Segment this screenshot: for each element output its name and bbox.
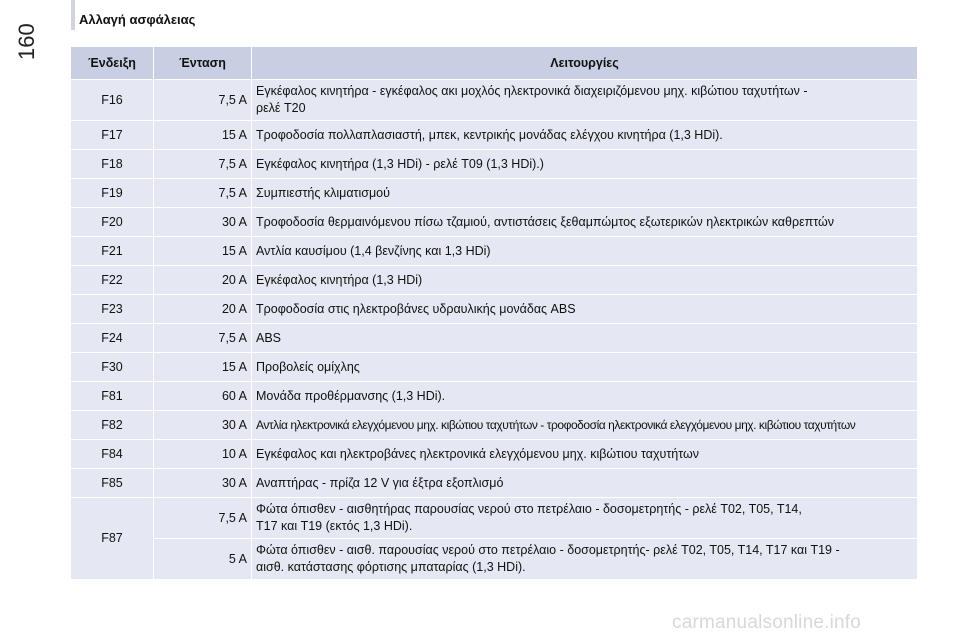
fuse-amperage: 15 A: [154, 121, 252, 150]
fuse-functions-line: Φώτα όπισθεν - αισθητήρας παρουσίας νερού στο πετρέλαιο - δοσομετρητής - ρελέ T02, T05, T14,: [256, 502, 802, 516]
fuse-amperage: 7,5 A: [154, 80, 252, 121]
fuse-functions-line: Φώτα όπισθεν - αισθ. παρουσίας νερού στο πετρέλαιο - δοσομετρητής- ρελέ T02, T05, T14, T17 και T19 -: [256, 543, 840, 557]
fuse-amperage: 7,5 A: [154, 324, 252, 353]
fuse-functions: Τροφοδοσία θερμαινόμενου πίσω τζαμιού, αντιστάσεις ξεθαμπώμτος εξωτερικών ηλεκτρικών καθρεπτών: [252, 208, 918, 237]
fuse-functions: Τροφοδοσία πολλαπλασιαστή, μπεκ, κεντρικής μονάδας ελέγχου κινητήρα (1,3 HDi).: [252, 121, 918, 150]
table-header-row: [71, 47, 918, 80]
fuse-functions-line: ρελέ T20: [256, 101, 306, 115]
fuse-amperage: 60 A: [154, 382, 252, 411]
fuse-functions: [252, 80, 918, 121]
table-row: [71, 498, 918, 539]
fuse-amperage: 10 A: [154, 440, 252, 469]
fuse-amperage: 20 A: [154, 266, 252, 295]
table-row: [71, 266, 918, 295]
table-row: [71, 411, 918, 440]
fuse-functions-line: αισθ. κατάστασης φόρτισης μπαταρίας (1,3 HDi).: [256, 560, 526, 574]
fuse-functions: Εγκέφαλος και ηλεκτροβάνες ηλεκτρονικά ελεγχόμενου μηχ. κιβώτιου ταχυτήτων: [252, 440, 918, 469]
fuse-functions: Αναπτήρας - πρίζα 12 V για έξτρα εξοπλισμό: [252, 469, 918, 498]
table-row: [71, 295, 918, 324]
fuse-code: F22: [71, 266, 154, 295]
fuse-amperage: 30 A: [154, 208, 252, 237]
fuse-functions: Συμπιεστής κλιματισμού: [252, 179, 918, 208]
fuse-amperage: 5 A: [154, 539, 252, 580]
fuse-functions-line: T17 και T19 (εκτός 1,3 HDi).: [256, 519, 413, 533]
fuse-amperage: 30 A: [154, 411, 252, 440]
table-row: [71, 539, 918, 580]
fuse-amperage: 30 A: [154, 469, 252, 498]
fuse-functions-line: Εγκέφαλος κινητήρα - εγκέφαλος ακι μοχλός ηλεκτρονικά διαχειριζόμενου μηχ. κιβώτιου ταχυτήτων -: [256, 84, 808, 98]
fuse-code: F21: [71, 237, 154, 266]
section-title: Αλλαγή ασφάλειας: [79, 12, 196, 27]
table-row: [71, 469, 918, 498]
fuse-code: F84: [71, 440, 154, 469]
fuse-code: F87: [71, 498, 154, 580]
fuse-functions: ABS: [252, 324, 918, 353]
table-row: [71, 324, 918, 353]
watermark: carmanualsonline.info: [672, 612, 862, 633]
fuse-code: F20: [71, 208, 154, 237]
fuse-code: F24: [71, 324, 154, 353]
fuse-functions: Εγκέφαλος κινητήρα (1,3 HDi): [252, 266, 918, 295]
fuse-code: F85: [71, 469, 154, 498]
fuse-code: F18: [71, 150, 154, 179]
table-row: [71, 179, 918, 208]
fuse-code: F23: [71, 295, 154, 324]
fuse-code: F16: [71, 80, 154, 121]
fuse-functions: [252, 539, 918, 580]
fuse-code: F81: [71, 382, 154, 411]
fuse-amperage: 7,5 A: [154, 498, 252, 539]
page-number: [14, 23, 40, 60]
fuse-amperage: 15 A: [154, 353, 252, 382]
table-row: [71, 237, 918, 266]
table-row: [71, 150, 918, 179]
fuse-code: F19: [71, 179, 154, 208]
fuse-functions: Εγκέφαλος κινητήρα (1,3 HDi) - ρελέ T09 (1,3 HDi).): [252, 150, 918, 179]
fuse-amperage: 7,5 A: [154, 150, 252, 179]
header-amperage: Ένταση: [154, 47, 252, 80]
table-row: [71, 440, 918, 469]
fuse-functions: Αντλία καυσίμου (1,4 βενζίνης και 1,3 HDi): [252, 237, 918, 266]
fuse-functions: Αντλία ηλεκτρονικά ελεγχόμενου μηχ. κιβώτιου ταχυτήτων - τροφοδοσία ηλεκτρονικά ελεγχόμενου μηχ. κιβώτιου ταχυτήτων: [252, 411, 918, 440]
fuse-functions: Προβολείς ομίχλης: [252, 353, 918, 382]
fuse-amperage: 7,5 A: [154, 179, 252, 208]
fuse-functions: [252, 498, 918, 539]
table-row: [71, 121, 918, 150]
fuse-code: F17: [71, 121, 154, 150]
table-row: [71, 80, 918, 121]
header-code: Ένδειξη: [71, 47, 154, 80]
fuse-code: F82: [71, 411, 154, 440]
table-row: [71, 382, 918, 411]
fuse-code: F30: [71, 353, 154, 382]
fuse-functions: Τροφοδοσία στις ηλεκτροβάνες υδραυλικής μονάδας ABS: [252, 295, 918, 324]
section-marker-bar: [71, 0, 75, 30]
table-row: [71, 208, 918, 237]
page-number-text: 160: [14, 23, 39, 60]
table-row: [71, 353, 918, 382]
fuse-amperage: 15 A: [154, 237, 252, 266]
fuse-functions: Μονάδα προθέρμανσης (1,3 HDi).: [252, 382, 918, 411]
fuse-amperage: 20 A: [154, 295, 252, 324]
fuse-table: [70, 46, 918, 580]
header-functions: Λειτουργίες: [252, 47, 918, 80]
